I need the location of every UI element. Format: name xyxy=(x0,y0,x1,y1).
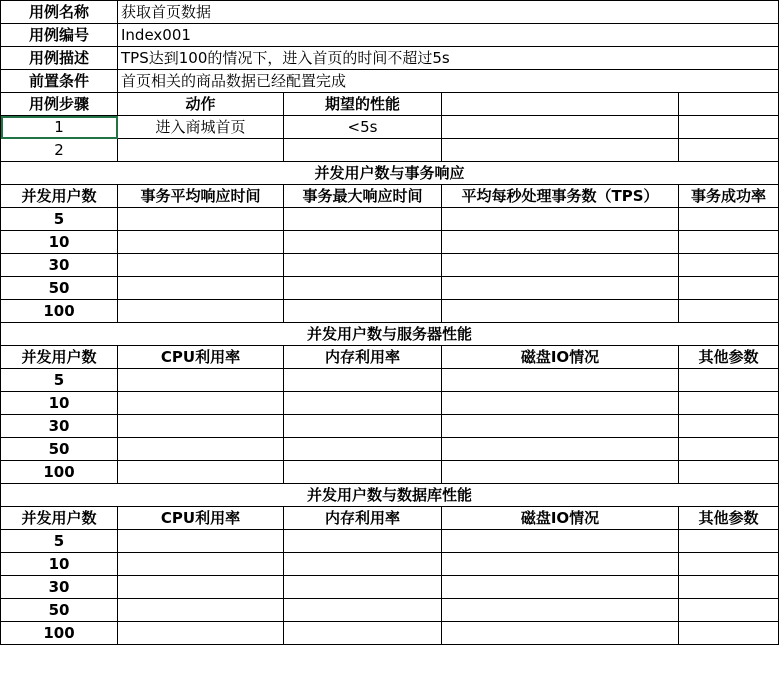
data-cell[interactable] xyxy=(284,438,442,461)
table-row xyxy=(1,438,779,461)
data-cell[interactable] xyxy=(284,599,442,622)
step-expected-cell[interactable]: <5s xyxy=(284,116,442,139)
table-row xyxy=(1,392,779,415)
step-action-cell[interactable] xyxy=(118,139,284,162)
data-cell[interactable] xyxy=(284,530,442,553)
section-title-row xyxy=(1,162,779,185)
column-header[interactable]: 其他参数 xyxy=(679,507,779,530)
data-cell[interactable] xyxy=(442,599,679,622)
table-row xyxy=(1,576,779,599)
empty-cell[interactable] xyxy=(679,116,779,139)
column-header[interactable]: 内存利用率 xyxy=(284,346,442,369)
steps-header-step[interactable]: 用例步骤 xyxy=(1,93,118,116)
column-header[interactable]: 并发用户数 xyxy=(1,507,118,530)
data-cell[interactable] xyxy=(118,553,284,576)
data-cell[interactable] xyxy=(442,392,679,415)
user-count-cell[interactable]: 100 xyxy=(1,300,118,323)
row-precondition xyxy=(1,70,779,93)
empty-cell[interactable] xyxy=(679,93,779,116)
data-cell[interactable] xyxy=(679,208,779,231)
steps-header-action[interactable]: 动作 xyxy=(118,93,284,116)
user-count-cell[interactable]: 30 xyxy=(1,415,118,438)
column-header[interactable]: 磁盘IO情况 xyxy=(442,507,679,530)
table-row xyxy=(1,461,779,484)
empty-cell[interactable] xyxy=(679,139,779,162)
column-header[interactable]: CPU利用率 xyxy=(118,346,284,369)
data-cell[interactable] xyxy=(679,576,779,599)
data-cell[interactable] xyxy=(442,553,679,576)
table-row xyxy=(1,300,779,323)
table-row xyxy=(1,277,779,300)
data-cell[interactable] xyxy=(442,300,679,323)
data-cell[interactable] xyxy=(284,277,442,300)
column-header[interactable]: CPU利用率 xyxy=(118,507,284,530)
data-cell[interactable] xyxy=(284,254,442,277)
db-section-title[interactable]: 并发用户数与数据库性能 xyxy=(1,484,779,507)
data-cell[interactable] xyxy=(442,576,679,599)
step-expected-cell[interactable] xyxy=(284,139,442,162)
data-cell[interactable] xyxy=(118,369,284,392)
step-number-cell[interactable]: 1 xyxy=(1,116,118,139)
data-cell[interactable] xyxy=(679,392,779,415)
precondition-label[interactable]: 前置条件 xyxy=(1,70,118,93)
case-name-label[interactable]: 用例名称 xyxy=(1,1,118,24)
row-case-desc xyxy=(1,47,779,70)
column-header[interactable]: 事务平均响应时间 xyxy=(118,185,284,208)
data-cell[interactable] xyxy=(442,530,679,553)
data-cell[interactable] xyxy=(679,553,779,576)
data-cell[interactable] xyxy=(284,576,442,599)
user-count-cell[interactable]: 5 xyxy=(1,369,118,392)
server-header-row xyxy=(1,346,779,369)
data-cell[interactable] xyxy=(679,438,779,461)
data-cell[interactable] xyxy=(118,231,284,254)
user-count-cell[interactable]: 100 xyxy=(1,461,118,484)
user-count-cell[interactable]: 10 xyxy=(1,553,118,576)
data-cell[interactable] xyxy=(118,530,284,553)
data-cell[interactable] xyxy=(442,208,679,231)
data-cell[interactable] xyxy=(679,300,779,323)
table-row xyxy=(1,254,779,277)
column-header[interactable]: 其他参数 xyxy=(679,346,779,369)
data-cell[interactable] xyxy=(442,254,679,277)
case-id-value[interactable]: Index001 xyxy=(118,24,779,47)
data-cell[interactable] xyxy=(679,622,779,645)
table-row xyxy=(1,622,779,645)
data-cell[interactable] xyxy=(284,553,442,576)
steps-header-row xyxy=(1,93,779,116)
data-cell[interactable] xyxy=(118,300,284,323)
response-section-title[interactable]: 并发用户数与事务响应 xyxy=(1,162,779,185)
table-row xyxy=(1,369,779,392)
row-case-name xyxy=(1,1,779,24)
column-header[interactable]: 事务最大响应时间 xyxy=(284,185,442,208)
data-cell[interactable] xyxy=(284,231,442,254)
user-count-cell[interactable]: 100 xyxy=(1,622,118,645)
step-row xyxy=(1,139,779,162)
data-cell[interactable] xyxy=(442,415,679,438)
data-cell[interactable] xyxy=(284,415,442,438)
data-cell[interactable] xyxy=(679,415,779,438)
table-row xyxy=(1,208,779,231)
data-cell[interactable] xyxy=(442,461,679,484)
data-cell[interactable] xyxy=(679,461,779,484)
steps-header-expected[interactable]: 期望的性能 xyxy=(284,93,442,116)
data-cell[interactable] xyxy=(442,438,679,461)
row-case-id xyxy=(1,24,779,47)
section-title-row xyxy=(1,323,779,346)
data-cell[interactable] xyxy=(284,461,442,484)
step-action-cell[interactable]: 进入商城首页 xyxy=(118,116,284,139)
table-row xyxy=(1,415,779,438)
data-cell[interactable] xyxy=(284,208,442,231)
data-cell[interactable] xyxy=(442,622,679,645)
step-row xyxy=(1,116,779,139)
user-count-cell[interactable]: 50 xyxy=(1,438,118,461)
user-count-cell[interactable]: 5 xyxy=(1,208,118,231)
data-cell[interactable] xyxy=(118,599,284,622)
user-count-cell[interactable]: 5 xyxy=(1,530,118,553)
data-cell[interactable] xyxy=(118,277,284,300)
step-number-cell[interactable]: 2 xyxy=(1,139,118,162)
user-count-cell[interactable]: 30 xyxy=(1,576,118,599)
case-desc-label[interactable]: 用例描述 xyxy=(1,47,118,70)
column-header[interactable]: 内存利用率 xyxy=(284,507,442,530)
data-cell[interactable] xyxy=(118,254,284,277)
case-name-value[interactable]: 获取首页数据 xyxy=(118,1,779,24)
data-cell[interactable] xyxy=(118,208,284,231)
table-row xyxy=(1,599,779,622)
data-cell[interactable] xyxy=(118,461,284,484)
data-cell[interactable] xyxy=(679,530,779,553)
column-header[interactable]: 事务成功率 xyxy=(679,185,779,208)
data-cell[interactable] xyxy=(679,599,779,622)
table-row xyxy=(1,530,779,553)
data-cell[interactable] xyxy=(442,369,679,392)
data-cell[interactable] xyxy=(118,392,284,415)
section-title-row xyxy=(1,484,779,507)
data-cell[interactable] xyxy=(284,369,442,392)
data-cell[interactable] xyxy=(442,277,679,300)
db-header-row xyxy=(1,507,779,530)
case-id-label[interactable]: 用例编号 xyxy=(1,24,118,47)
data-cell[interactable] xyxy=(118,415,284,438)
data-cell[interactable] xyxy=(679,277,779,300)
user-count-cell[interactable]: 50 xyxy=(1,277,118,300)
response-header-row xyxy=(1,185,779,208)
column-header[interactable]: 并发用户数 xyxy=(1,185,118,208)
user-count-cell[interactable]: 10 xyxy=(1,392,118,415)
empty-cell[interactable] xyxy=(442,116,679,139)
data-cell[interactable] xyxy=(118,576,284,599)
server-section-title[interactable]: 并发用户数与服务器性能 xyxy=(1,323,779,346)
column-header[interactable]: 并发用户数 xyxy=(1,346,118,369)
data-cell[interactable] xyxy=(679,369,779,392)
data-cell[interactable] xyxy=(118,438,284,461)
user-count-cell[interactable]: 10 xyxy=(1,231,118,254)
data-cell[interactable] xyxy=(118,622,284,645)
empty-cell[interactable] xyxy=(442,93,679,116)
column-header[interactable]: 磁盘IO情况 xyxy=(442,346,679,369)
case-desc-value[interactable]: TPS达到100的情况下，进入首页的时间不超过5s xyxy=(118,47,779,70)
table-row xyxy=(1,231,779,254)
user-count-cell[interactable]: 30 xyxy=(1,254,118,277)
table-row xyxy=(1,553,779,576)
data-cell[interactable] xyxy=(442,231,679,254)
user-count-cell[interactable]: 50 xyxy=(1,599,118,622)
column-header[interactable]: 平均每秒处理事务数（TPS） xyxy=(442,185,679,208)
data-cell[interactable] xyxy=(284,622,442,645)
data-cell[interactable] xyxy=(284,392,442,415)
precondition-value[interactable]: 首页相关的商品数据已经配置完成 xyxy=(118,70,779,93)
data-cell[interactable] xyxy=(679,254,779,277)
data-cell[interactable] xyxy=(284,300,442,323)
empty-cell[interactable] xyxy=(442,139,679,162)
data-cell[interactable] xyxy=(679,231,779,254)
